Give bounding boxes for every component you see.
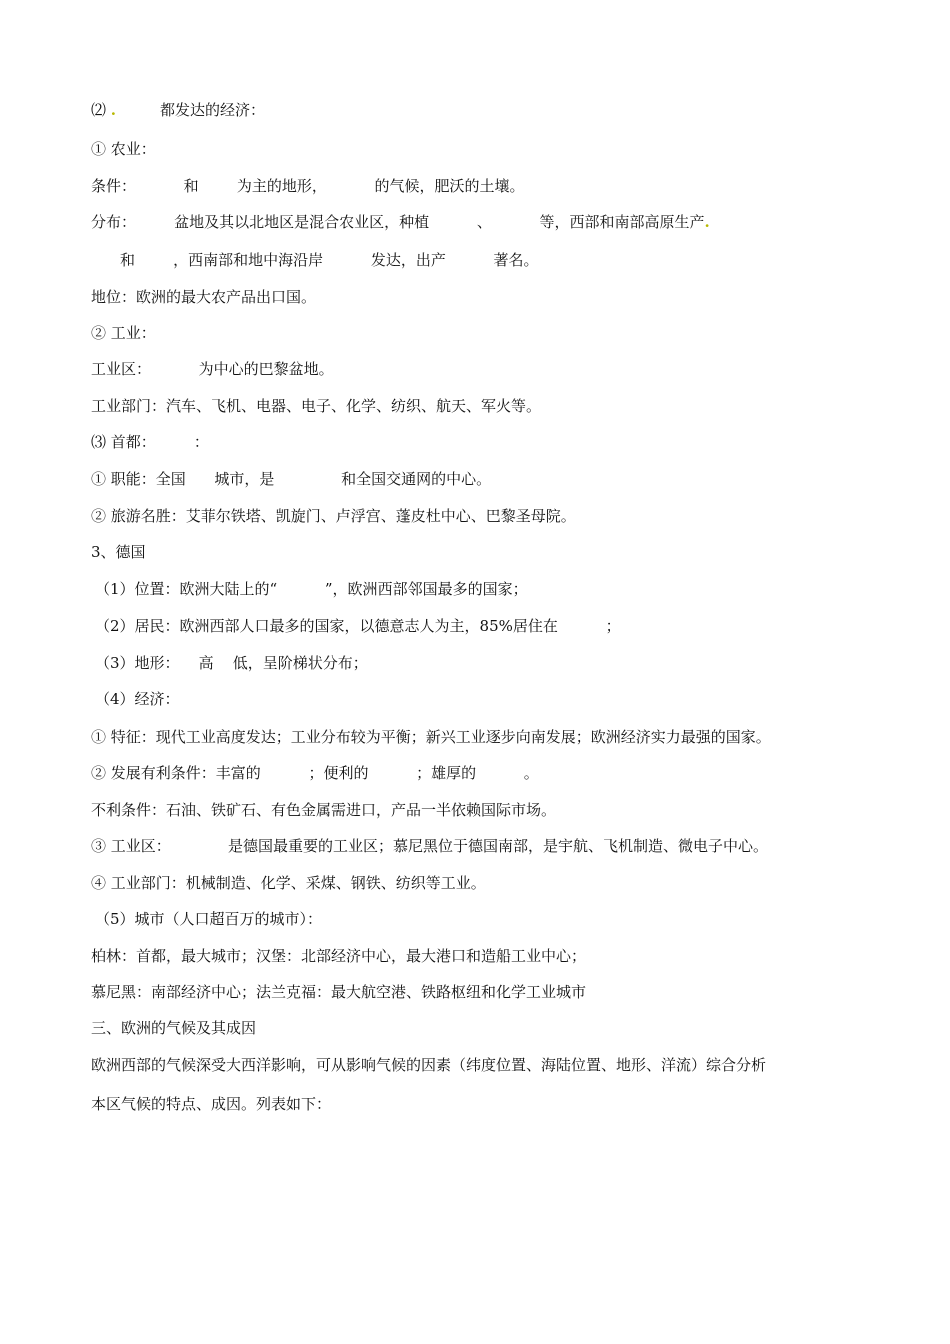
line-location: （1）位置：欧洲大陆上的“ ”，欧洲西部邻国最多的国家； [95,580,528,598]
line-industrial-area: ③ 工业区： 是德国最重要的工业区；慕尼黑位于德国南部，是宇航、飞机制造、微电子中心。 [91,837,768,855]
line-residents: （2）居民：欧洲西部人口最多的国家，以德意志人为主，85%居住在 ； [95,617,621,635]
line-distribution [91,212,710,232]
line-functions: ① 职能：全国 城市，是 和全国交通网的中心。 [91,470,492,488]
line-industry-sectors: 工业部门：汽车、飞机、电器、电子、化学、纺织、航天、军火等。 [91,397,542,415]
line-status: 地位：欧洲的最大农产品出口国。 [91,288,317,306]
line-tourism: ② 旅游名胜：艾菲尔铁塔、凯旋门、卢浮宫、蓬皮杜中心、巴黎圣母院。 [91,507,576,525]
line-climate-intro: 欧洲西部的气候深受大西洋影响，可从影响气候的因素（纬度位置、海陆位置、地形、洋流）综合分析 [91,1056,767,1074]
line-favorable-conditions: ② 发展有利条件：丰富的 ；便利的 ；雄厚的 。 [91,764,539,782]
line-industrial-zone: 工业区： 为中心的巴黎盆地。 [91,360,334,378]
line-capital: ⑶ 首都： ： [91,433,209,451]
highlight-mark: . [110,101,117,119]
line-industrial-sectors: ④ 工业部门：机械制造、化学、采煤、钢铁、纺织等工业。 [91,874,486,892]
heading-climate: 三、欧洲的气候及其成因 [91,1019,257,1037]
line-cities: （5）城市（人口超百万的城市）： [95,910,323,928]
line-economy: （4）经济： [95,690,180,708]
line-conditions: 条件： 和 为主的地形， 的气候，肥沃的土壤。 [91,177,525,195]
line-munich-frankfurt: 慕尼黑：南部经济中心；法兰克福：最大航空港、铁路枢纽和化学工业城市 [91,983,587,1001]
line-terrain: （3）地形： 高 低，呈阶梯状分布； [95,654,368,672]
section-title: 都发达的经济： [160,101,266,119]
line-features: ① 特征：现代工业高度发达；工业分布较为平衡；新兴工业逐步向南发展；欧洲经济实力最强的国家。 [91,728,771,746]
line-climate-table-intro: 本区气候的特点、成因。列表如下： [91,1095,332,1113]
section-2-heading [91,100,265,120]
distribution-text: 分布： 盆地及其以北地区是混合农业区，种植 、 等，西部和南部高原生产 [91,213,705,231]
line-industry: ② 工业： [91,324,156,342]
highlight-mark: . [704,213,710,231]
line-unfavorable-conditions: 不利条件：石油、铁矿石、有色金属需进口，产品一半依赖国际市场。 [91,801,557,819]
line-distribution-cont: 和 ，西南部和地中海沿岸 发达，出产 著名。 [120,251,539,269]
line-agriculture: ① 农业： [91,140,156,158]
line-berlin-hamburg: 柏林：首都，最大城市；汉堡：北部经济中心，最大港口和造船工业中心； [91,947,587,965]
section-number: ⑵ [91,101,107,119]
heading-germany: 3、德国 [91,543,146,561]
